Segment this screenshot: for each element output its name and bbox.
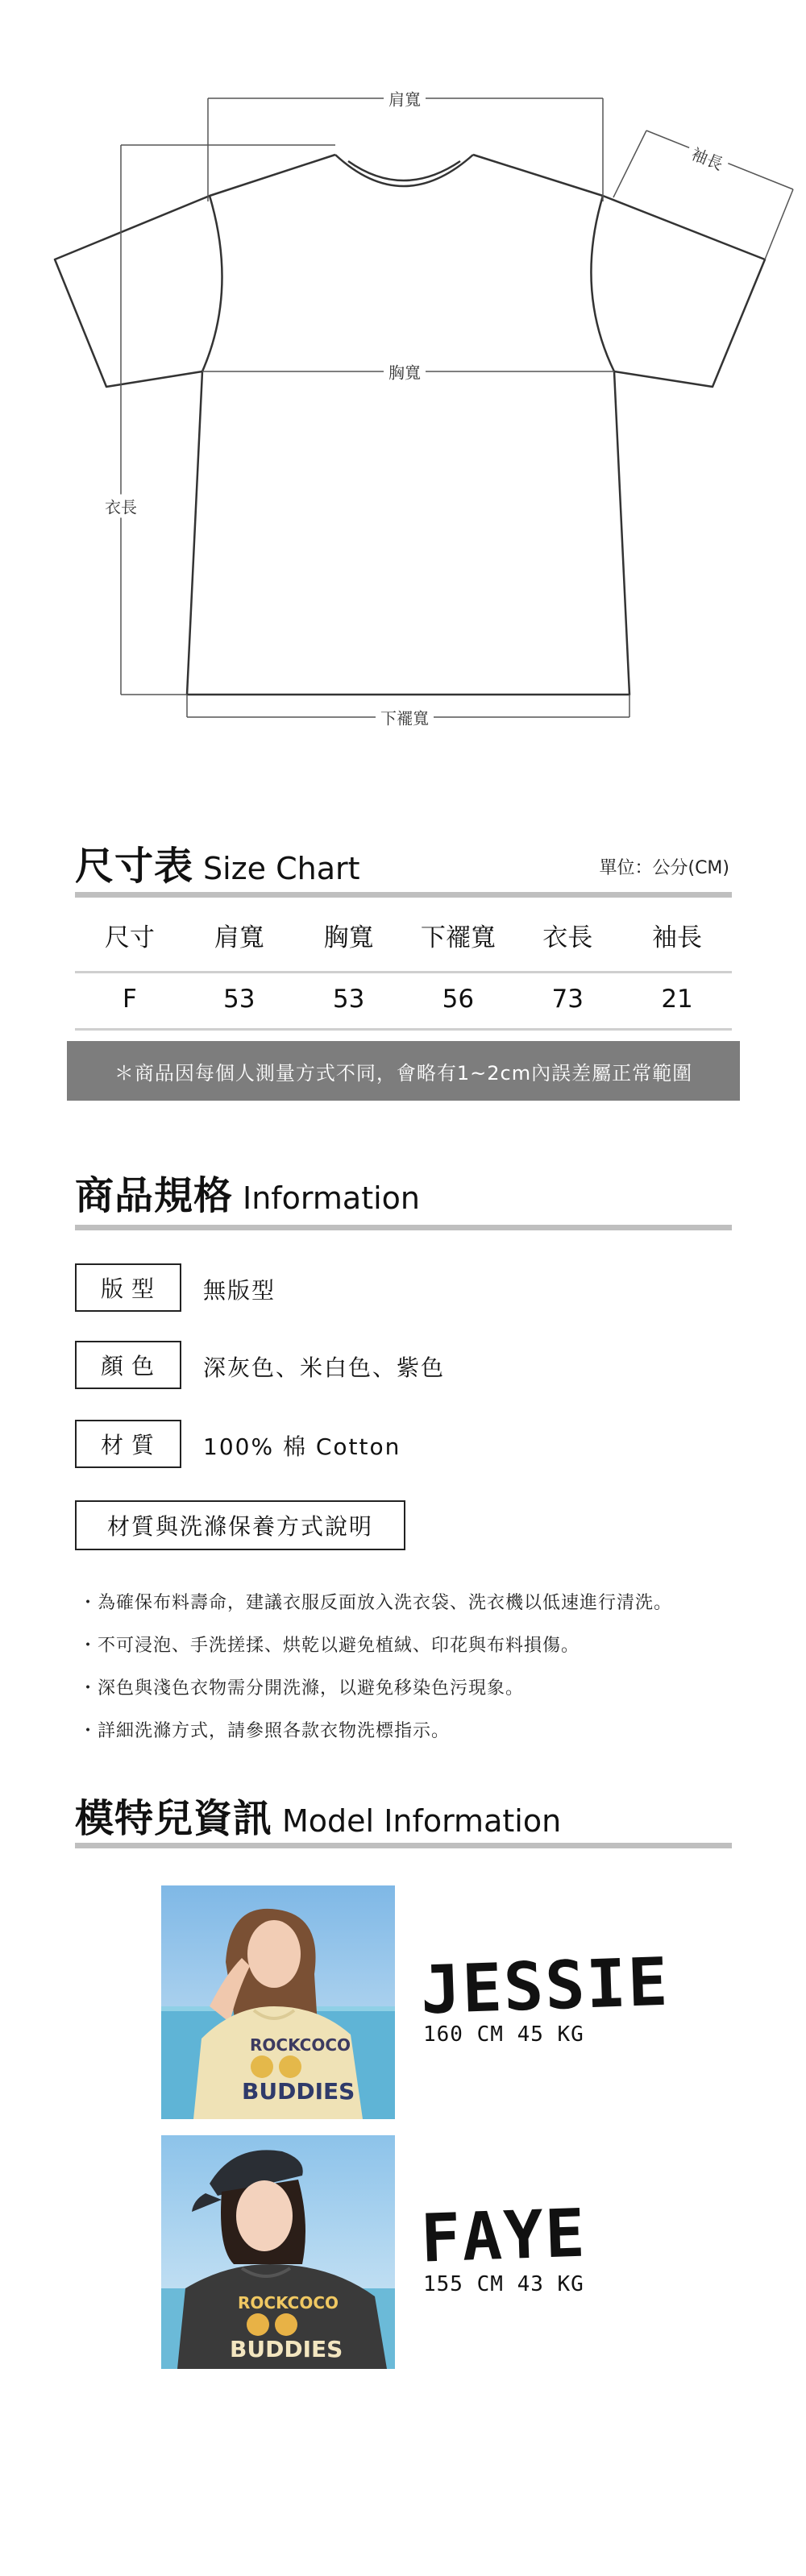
fit-label: 版型 [75, 1263, 181, 1312]
label-shoulder-width: 肩寬 [384, 87, 426, 110]
material-label: 材質 [75, 1420, 181, 1468]
info-title-zh: 商品規格 [75, 1173, 234, 1218]
model-rule [75, 1843, 732, 1848]
info-title-en: Information [243, 1180, 420, 1216]
color-value: 深灰色、米白色、紫色 [203, 1354, 446, 1381]
unit-label: 單位：公分(CM) [599, 858, 729, 878]
model-stats-faye: 155 CM 43 KG [423, 2272, 584, 2296]
material-value: 100% 棉 Cotton [203, 1433, 401, 1460]
size-cell: 53 [223, 985, 256, 1014]
size-cell: 56 [442, 985, 475, 1014]
svg-text:ROCKCOCO: ROCKCOCO [238, 2293, 339, 2313]
size-cell: 21 [661, 985, 693, 1014]
size-header-cell: 衣長 [542, 923, 593, 952]
table-divider [75, 1028, 732, 1031]
model-heading [75, 1787, 561, 1843]
size-chart-title-en: Size Chart [203, 851, 360, 886]
care-item: ・深色與淺色衣物需分開洗滌，以避免移染色污現象。 [79, 1678, 525, 1699]
info-heading [75, 1164, 420, 1220]
table-divider [75, 971, 732, 973]
model-stats-jessie: 160 CM 45 KG [423, 2022, 584, 2047]
label-hem-width: 下襬寬 [376, 706, 434, 729]
model-name-jessie: JESSIE [419, 1943, 671, 2030]
model-photo-jessie [161, 1885, 395, 2119]
care-item: ・不可浸泡、手洗搓揉、烘乾以避免植絨、印花與布料損傷。 [79, 1636, 580, 1656]
model-title-zh: 模特兒資訊 [75, 1796, 273, 1841]
model-title-en: Model Information [282, 1803, 562, 1839]
size-table-row [75, 985, 732, 1014]
size-header-cell: 胸寬 [323, 923, 374, 952]
care-title: 材質與洗滌保養方式說明 [75, 1500, 405, 1550]
measurement-note: ＊商品因每個人測量方式不同，會略有1~2cm內誤差屬正常範圍 [67, 1041, 740, 1101]
size-header-cell: 下襬寬 [420, 923, 496, 952]
size-header-cell: 肩寬 [214, 923, 264, 952]
label-sleeve-length: 袖長 [683, 139, 731, 176]
label-body-length: 衣長 [100, 495, 142, 518]
size-chart-title-zh: 尺寸表 [75, 844, 194, 889]
svg-text:BUDDIES: BUDDIES [242, 2078, 355, 2105]
fit-value: 無版型 [203, 1277, 276, 1304]
size-header-cell: 袖長 [652, 923, 703, 952]
color-label: 顏色 [75, 1341, 181, 1389]
model-name-faye: FAYE [419, 2195, 588, 2278]
model-photo-faye [161, 2135, 395, 2369]
care-item: ・為確保布料壽命，建議衣服反面放入洗衣袋、洗衣機以低速進行清洗。 [79, 1593, 673, 1613]
care-item: ・詳細洗滌方式，請參照各款衣物洗標指示。 [79, 1721, 451, 1741]
size-diagram [0, 0, 806, 765]
size-header-cell: 尺寸 [104, 923, 155, 952]
size-table-header [75, 917, 732, 953]
size-cell: F [122, 985, 137, 1014]
svg-text:ROCKCOCO: ROCKCOCO [250, 2035, 351, 2055]
info-rule [75, 1225, 732, 1230]
size-cell: 53 [332, 985, 365, 1014]
svg-text:BUDDIES: BUDDIES [230, 2336, 343, 2362]
size-chart-heading [75, 835, 360, 890]
label-chest-width: 胸寬 [384, 360, 426, 384]
size-cell: 73 [551, 985, 584, 1014]
size-chart-rule [75, 892, 732, 898]
